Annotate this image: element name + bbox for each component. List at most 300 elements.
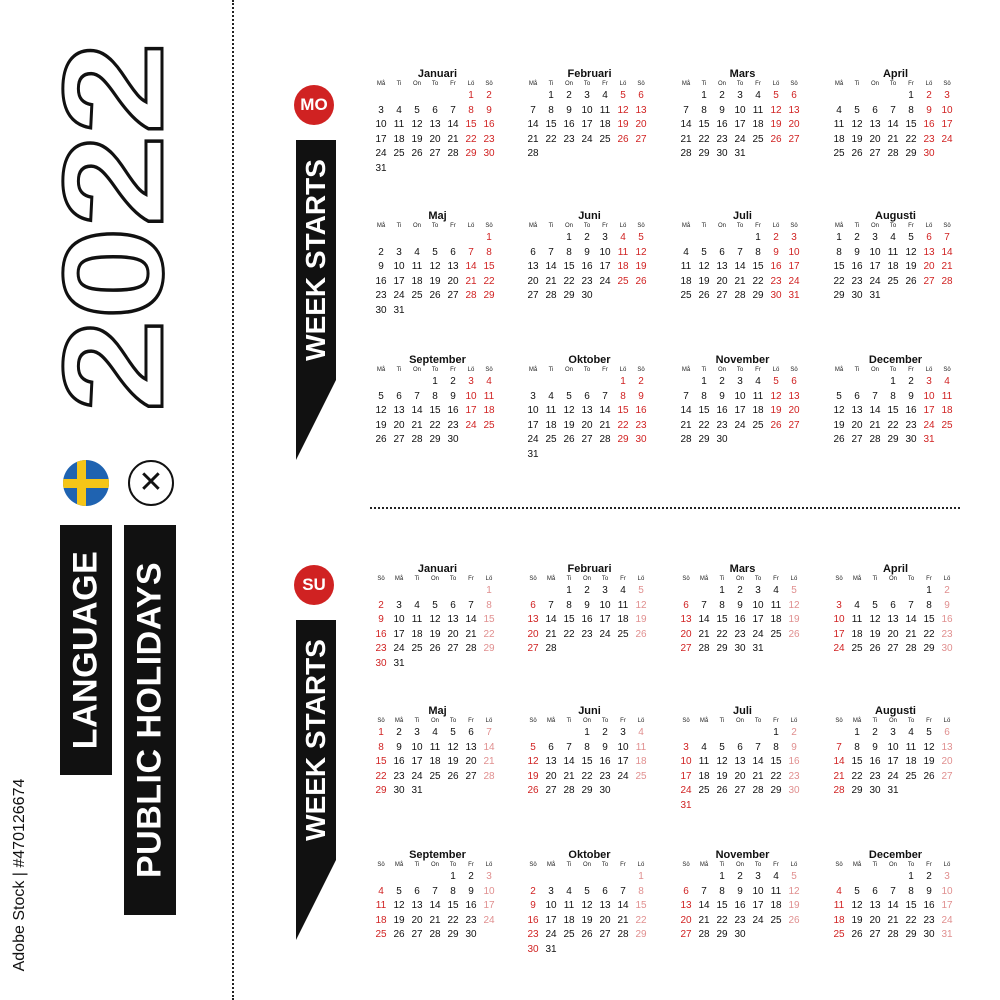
day-cell: 3	[602, 232, 608, 243]
day-cell: 30	[923, 148, 935, 159]
month-februari	[522, 68, 657, 162]
day-cell: 5	[791, 585, 797, 596]
day-cell: 17	[923, 405, 935, 416]
month-name: April	[882, 68, 909, 80]
day-cell: 11	[833, 900, 845, 911]
weekday-label: Ti	[396, 81, 402, 87]
day-cell: 10	[527, 405, 539, 416]
weekday-label: Fr	[908, 367, 914, 373]
day-cell: 15	[581, 756, 593, 767]
weekday-label: Lö	[790, 718, 798, 724]
day-cell: 23	[581, 275, 593, 287]
day-cell: 15	[923, 614, 935, 625]
weekday-label: On	[582, 576, 591, 582]
day-cell: 1	[755, 232, 761, 243]
day-cell: 12	[527, 756, 539, 767]
weekday-label: Fr	[755, 223, 761, 229]
weekday-label: Må	[852, 718, 862, 724]
day-cell: 31	[393, 657, 405, 669]
day-cell: 14	[905, 614, 917, 625]
day-cell: 11	[599, 104, 611, 116]
day-cell: 1	[584, 727, 590, 738]
day-cell: 3	[755, 585, 761, 596]
day-cell: 5	[432, 599, 438, 611]
weekday-label: Sö	[529, 576, 537, 582]
month-maj	[370, 210, 505, 318]
weekday-label: Sö	[485, 367, 493, 373]
day-cell: 5	[836, 390, 842, 402]
day-cell: 17	[527, 419, 539, 431]
month-mars	[675, 563, 810, 657]
day-cell: 25	[483, 419, 495, 431]
day-cell: 16	[869, 756, 881, 767]
weekday-label: Ti	[854, 367, 860, 373]
weekday-label: On	[870, 367, 879, 373]
day-cell: 7	[944, 232, 950, 243]
weekday-label: Sö	[943, 367, 951, 373]
day-cell: 27	[923, 275, 935, 287]
day-cell: 11	[770, 599, 782, 611]
day-cell: 4	[755, 90, 761, 101]
day-cell: 27	[393, 434, 405, 445]
day-cell: 2	[486, 90, 492, 101]
weekday-label: Sö	[485, 223, 493, 229]
day-cell: 7	[737, 246, 743, 258]
day-cell: 7	[548, 599, 554, 611]
day-cell: 6	[926, 232, 932, 243]
day-cell: 26	[617, 133, 629, 145]
day-cell: 14	[887, 900, 899, 911]
weekday-label: To	[754, 718, 762, 724]
weekday-label: Ti	[719, 718, 725, 724]
weekday-label: Lö	[485, 862, 493, 868]
day-cell: 31	[393, 304, 405, 316]
day-cell: 24	[483, 914, 495, 926]
day-cell: 19	[788, 614, 800, 625]
credit-label: Adobe Stock | #470126674	[11, 778, 28, 972]
day-cell: 14	[483, 741, 495, 753]
day-cell: 9	[944, 599, 950, 611]
day-cell: 21	[545, 628, 557, 640]
day-cell: 6	[548, 741, 554, 753]
day-cell: 10	[941, 104, 953, 116]
day-cell: 6	[414, 885, 420, 897]
year-title	[30, 20, 180, 420]
day-cell: 9	[584, 599, 590, 611]
day-cell: 28	[563, 785, 575, 796]
day-cell: 12	[429, 614, 441, 625]
day-cell: 22	[465, 133, 477, 145]
day-cell: 18	[483, 405, 495, 416]
day-cell: 9	[530, 900, 536, 911]
day-cell: 10	[923, 390, 935, 402]
day-cell: 8	[890, 390, 896, 402]
day-cell: 27	[887, 643, 899, 654]
day-cell: 11	[617, 599, 629, 611]
day-cell: 9	[486, 104, 492, 116]
day-cell: 6	[854, 390, 860, 402]
day-cell: 28	[545, 643, 557, 654]
day-cell: 17	[734, 405, 746, 416]
day-cell: 22	[887, 419, 899, 431]
day-cell: 17	[599, 261, 611, 272]
day-cell: 1	[908, 871, 914, 882]
day-cell: 15	[429, 405, 441, 416]
day-cell: 17	[887, 756, 899, 767]
day-cell: 14	[563, 756, 575, 767]
weekday-label: On	[412, 367, 421, 373]
day-cell: 30	[581, 290, 593, 301]
day-cell: 6	[530, 599, 536, 611]
day-cell: 31	[923, 434, 935, 445]
month-mars	[675, 68, 810, 162]
day-cell: 4	[432, 727, 438, 738]
day-cell: 7	[755, 741, 761, 753]
day-cell: 17	[483, 900, 495, 911]
day-cell: 24	[788, 275, 800, 287]
day-cell: 6	[584, 390, 590, 402]
day-cell: 26	[905, 275, 917, 287]
weekday-label: Fr	[926, 718, 932, 724]
day-cell: 18	[411, 628, 423, 640]
day-cell: 13	[599, 900, 611, 911]
day-cell: 10	[833, 614, 845, 625]
day-cell: 12	[770, 104, 782, 116]
day-cell: 25	[617, 628, 629, 640]
day-cell: 6	[791, 376, 797, 387]
day-cell: 2	[584, 232, 590, 243]
day-cell: 4	[773, 585, 779, 596]
day-cell: 19	[617, 119, 629, 130]
day-cell: 27	[788, 419, 800, 431]
day-cell: 24	[411, 770, 423, 782]
day-cell: 19	[411, 133, 423, 145]
weekday-label: To	[449, 862, 457, 868]
day-cell: 17	[393, 628, 405, 640]
day-cell: 25	[851, 643, 863, 654]
weekday-label: To	[736, 223, 744, 229]
day-cell: 7	[683, 104, 689, 116]
day-cell: 31	[887, 785, 899, 796]
day-cell: 27	[869, 148, 881, 159]
day-cell: 27	[941, 770, 953, 782]
day-cell: 17	[545, 914, 557, 926]
month-name: September	[409, 849, 466, 861]
day-cell: 3	[378, 104, 384, 116]
day-cell: 1	[566, 232, 572, 243]
day-cell: 18	[887, 261, 899, 272]
day-cell: 22	[851, 770, 863, 782]
day-cell: 19	[869, 628, 881, 640]
weekday-label: Må	[546, 576, 556, 582]
day-cell: 31	[752, 643, 764, 654]
day-cell: 16	[851, 261, 863, 272]
day-cell: 16	[734, 614, 746, 625]
weekday-label: To	[583, 367, 591, 373]
day-cell: 20	[599, 914, 611, 926]
day-cell: 24	[375, 148, 387, 159]
day-cell: 7	[486, 727, 492, 738]
svg-text:2022: 2022	[34, 96, 180, 412]
day-cell: 29	[716, 929, 728, 940]
day-cell: 10	[941, 885, 953, 897]
weekday-label: Sö	[377, 718, 385, 724]
day-cell: 18	[617, 261, 629, 272]
day-cell: 20	[788, 405, 800, 416]
day-cell: 7	[432, 885, 438, 897]
day-cell: 15	[483, 261, 495, 272]
weekday-label: Fr	[450, 367, 456, 373]
day-cell: 7	[414, 390, 420, 402]
day-cell: 8	[836, 246, 842, 258]
day-cell: 30	[447, 434, 459, 445]
day-cell: 13	[680, 900, 692, 911]
day-cell: 4	[414, 246, 420, 258]
day-cell: 7	[620, 885, 626, 897]
weekday-label: On	[888, 718, 897, 724]
weekday-label: Må	[528, 223, 538, 229]
day-cell: 26	[563, 434, 575, 445]
day-cell: 1	[926, 585, 932, 596]
month-name: Maj	[428, 210, 447, 222]
month-name: Augusti	[875, 705, 916, 717]
day-cell: 16	[447, 405, 459, 416]
day-cell: 2	[450, 376, 456, 387]
day-cell: 22	[752, 275, 764, 287]
month-name: Mars	[729, 68, 756, 80]
day-cell: 15	[375, 756, 387, 767]
day-cell: 27	[680, 643, 692, 654]
day-cell: 30	[483, 148, 495, 159]
day-cell: 31	[869, 290, 881, 301]
weekday-label: Lö	[637, 862, 645, 868]
day-cell: 20	[788, 119, 800, 130]
day-cell: 22	[698, 419, 710, 431]
day-cell: 20	[716, 275, 728, 287]
weekday-label: Lö	[925, 223, 933, 229]
day-cell: 7	[683, 390, 689, 402]
day-cell: 16	[581, 261, 593, 272]
day-cell: 7	[890, 104, 896, 116]
day-cell: 23	[716, 133, 728, 145]
day-cell: 15	[698, 405, 710, 416]
day-cell: 4	[378, 885, 384, 897]
day-cell: 19	[393, 914, 405, 926]
day-cell: 21	[680, 133, 692, 145]
weekday-label: To	[601, 862, 609, 868]
day-cell: 20	[869, 133, 881, 145]
day-cell: 27	[680, 929, 692, 940]
day-cell: 16	[905, 405, 917, 416]
day-cell: 9	[737, 885, 743, 897]
day-cell: 21	[599, 419, 611, 431]
month-name: Juni	[578, 705, 601, 717]
day-cell: 2	[468, 871, 474, 882]
day-cell: 13	[527, 614, 539, 625]
day-cell: 7	[530, 104, 536, 116]
day-cell: 23	[851, 275, 863, 287]
day-cell: 29	[429, 434, 441, 445]
day-cell: 5	[432, 246, 438, 258]
weekday-label: To	[449, 576, 457, 582]
weekday-label: Må	[394, 862, 404, 868]
day-cell: 13	[429, 119, 441, 130]
day-cell: 28	[734, 290, 746, 301]
weekday-label: On	[564, 81, 573, 87]
month-november	[675, 849, 810, 943]
day-cell: 14	[545, 261, 557, 272]
day-cell: 12	[635, 246, 647, 258]
day-cell: 14	[941, 246, 953, 258]
day-cell: 17	[393, 275, 405, 287]
day-cell: 20	[680, 914, 692, 926]
day-cell: 3	[414, 727, 420, 738]
day-cell: 10	[599, 599, 611, 611]
day-cell: 19	[851, 914, 863, 926]
day-cell: 27	[869, 929, 881, 940]
day-cell: 27	[411, 929, 423, 940]
weekday-label: Sö	[835, 576, 843, 582]
day-cell: 5	[396, 885, 402, 897]
day-cell: 10	[393, 261, 405, 272]
month-juni	[522, 705, 657, 799]
day-cell: 3	[468, 376, 474, 387]
day-cell: 20	[447, 628, 459, 640]
day-cell: 10	[734, 104, 746, 116]
day-cell: 8	[926, 599, 932, 611]
day-cell: 6	[872, 104, 878, 116]
weekday-label: Ti	[396, 367, 402, 373]
day-cell: 4	[755, 376, 761, 387]
day-cell: 15	[716, 900, 728, 911]
day-cell: 29	[581, 785, 593, 796]
day-cell: 11	[752, 390, 764, 402]
day-cell: 25	[752, 419, 764, 431]
day-cell: 20	[465, 756, 477, 767]
day-cell: 10	[483, 885, 495, 897]
day-cell: 22	[545, 133, 557, 145]
month-juli	[675, 210, 810, 304]
day-cell: 10	[752, 885, 764, 897]
day-cell: 20	[635, 119, 647, 130]
day-cell: 29	[563, 290, 575, 301]
weekday-label: Lö	[943, 862, 951, 868]
weekday-label: Lö	[925, 81, 933, 87]
day-cell: 26	[527, 785, 539, 796]
day-cell: 23	[581, 628, 593, 640]
day-cell: 2	[791, 727, 797, 738]
day-cell: 25	[617, 275, 629, 287]
day-cell: 19	[833, 419, 845, 431]
day-cell: 12	[563, 405, 575, 416]
day-cell: 29	[851, 785, 863, 796]
day-cell: 15	[635, 900, 647, 911]
day-cell: 26	[698, 290, 710, 301]
day-cell: 26	[851, 148, 863, 159]
day-cell: 25	[905, 770, 917, 782]
day-cell: 8	[755, 246, 761, 258]
day-cell: 26	[411, 148, 423, 159]
weekday-label: Ti	[854, 81, 860, 87]
month-januari	[370, 68, 505, 176]
day-cell: 13	[545, 756, 557, 767]
day-cell: 4	[486, 376, 492, 387]
day-cell: 15	[752, 261, 764, 272]
day-cell: 27	[545, 785, 557, 796]
month-augusti	[828, 210, 963, 304]
day-cell: 5	[566, 390, 572, 402]
day-cell: 24	[599, 275, 611, 287]
day-cell: 6	[683, 599, 689, 611]
day-cell: 19	[375, 419, 387, 431]
day-cell: 18	[833, 914, 845, 926]
weekday-label: Må	[681, 81, 691, 87]
day-cell: 10	[465, 390, 477, 402]
weekday-label: Sö	[943, 81, 951, 87]
weekday-label: Sö	[790, 81, 798, 87]
day-cell: 12	[905, 246, 917, 258]
weekday-label: Sö	[637, 81, 645, 87]
day-cell: 29	[617, 434, 629, 445]
day-cell: 6	[944, 727, 950, 738]
day-cell: 12	[581, 900, 593, 911]
weekday-label: Lö	[619, 223, 627, 229]
day-cell: 22	[923, 628, 935, 640]
day-cell: 2	[773, 232, 779, 243]
day-cell: 20	[393, 419, 405, 431]
weekday-label: Fr	[602, 81, 608, 87]
day-cell: 2	[530, 885, 536, 897]
day-cell: 16	[527, 914, 539, 926]
stock-credit	[2, 760, 38, 990]
day-cell: 18	[393, 133, 405, 145]
day-cell: 26	[635, 628, 647, 640]
day-cell: 22	[429, 419, 441, 431]
day-cell: 4	[773, 871, 779, 882]
day-cell: 30	[851, 290, 863, 301]
day-cell: 13	[465, 741, 477, 753]
day-cell: 16	[788, 756, 800, 767]
weekday-label: Må	[699, 576, 709, 582]
day-cell: 13	[635, 104, 647, 116]
day-cell: 1	[486, 585, 492, 596]
day-cell: 9	[450, 390, 456, 402]
day-cell: 28	[599, 434, 611, 445]
day-cell: 11	[393, 119, 405, 130]
day-cell: 25	[680, 290, 692, 301]
day-cell: 18	[905, 756, 917, 767]
day-cell: 1	[701, 376, 707, 387]
weekday-label: Fr	[602, 223, 608, 229]
weekday-label: On	[582, 718, 591, 724]
day-cell: 30	[734, 643, 746, 654]
day-cell: 13	[941, 741, 953, 753]
language-label: LANGUAGE	[66, 550, 105, 750]
day-cell: 24	[393, 643, 405, 654]
month-name: November	[715, 354, 770, 366]
weekday-label: On	[717, 81, 726, 87]
day-cell: 19	[698, 275, 710, 287]
day-cell: 22	[581, 770, 593, 782]
day-cell: 5	[530, 741, 536, 753]
day-cell: 18	[770, 900, 782, 911]
weekday-label: Lö	[943, 718, 951, 724]
day-cell: 4	[620, 232, 626, 243]
day-cell: 1	[378, 727, 384, 738]
weekday-label: Ti	[872, 576, 878, 582]
day-cell: 16	[923, 900, 935, 911]
day-cell: 20	[429, 133, 441, 145]
